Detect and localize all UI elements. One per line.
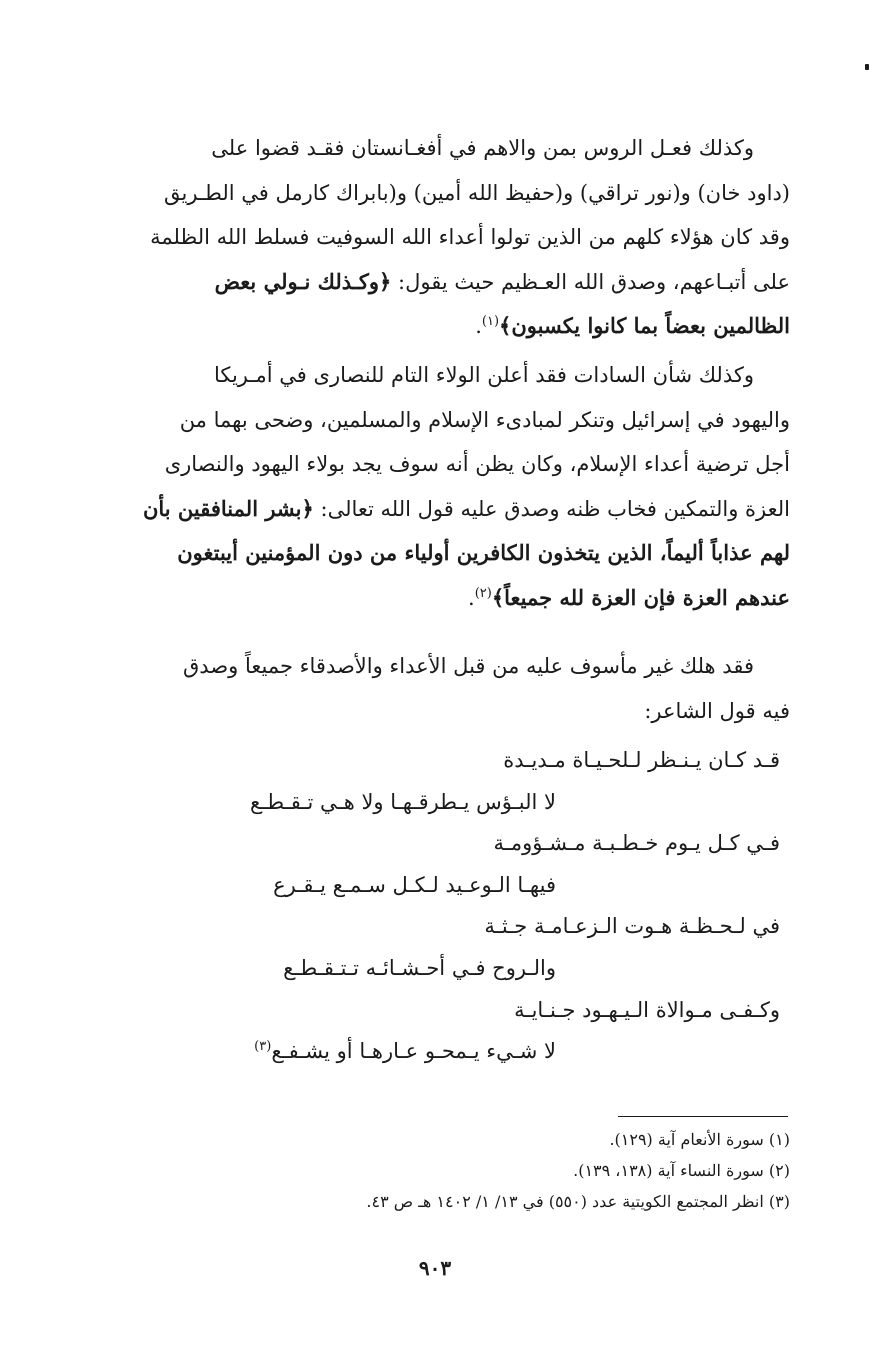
quran-quote: عندهم العزة فإن العزة لله جميعاً﴾: [491, 584, 790, 610]
poem-hemistich: [140, 906, 780, 948]
poem-hemistich: [140, 823, 780, 865]
text-segment: .: [468, 585, 475, 610]
text-line: [100, 398, 790, 443]
poem-text: والـروح فـي أحـشـائـه تـتـقـطـع: [283, 955, 556, 980]
poem-text: قـد كـان يـنـظر لـلحـيـاة مـديـدة: [503, 748, 780, 772]
poem-text: فـي كـل يـوم خـطـبـة مـشـؤومـة: [493, 831, 780, 856]
text-segment: العزة والتمكين فخاب ظنه وصدق عليه قول الله تعالى:: [313, 496, 790, 521]
paragraph: [100, 126, 790, 349]
footnote-reference: (١): [481, 314, 500, 329]
paragraph: [100, 353, 790, 620]
text-line: [100, 215, 790, 260]
text-segment: (داود خان) و(نور تراقي) و(حفيظ الله أمين) و(بابراك كارمل في الطـريق: [164, 180, 790, 205]
footnote-reference: (٢): [474, 585, 492, 601]
text-line: [100, 576, 790, 621]
poem-text: وكـفـى مـوالاة الـيـهـود جـنـايـة: [514, 997, 780, 1022]
footnote: (٢) سورة النساء آية (١٣٨، ١٣٩).: [573, 1161, 790, 1180]
text-segment: واليهود في إسرائيل وتنكر لمبادىء الإسلام والمسلمين، وضحى بهما من: [179, 407, 790, 432]
footnote-divider: [618, 1116, 788, 1117]
text-line: [100, 531, 790, 576]
page-number: ٩٠٣: [418, 1256, 452, 1280]
footnote-reference: (٣): [254, 1039, 272, 1055]
text-line: [100, 171, 790, 216]
text-segment: .: [475, 314, 482, 338]
quran-quote: ﴿وكـذلك نـولي بعض: [214, 268, 392, 294]
poem-hemistich: [140, 1031, 780, 1073]
poem-hemistich: [140, 948, 780, 990]
text-line: [100, 260, 790, 305]
text-segment: فيه قول الشاعر:: [644, 698, 790, 723]
scan-mark: [865, 64, 869, 70]
poem-hemistich: [140, 740, 780, 782]
text-line: [100, 442, 790, 487]
footnote: (١) سورة الأنعام آية (١٢٩).: [609, 1130, 790, 1149]
poem-text: لا شـيء يـمحـو عـارهـا أو يشـفـع: [271, 1039, 556, 1064]
text-line: [100, 353, 790, 398]
text-segment: وكذلك فعـل الروس بمن والاهم في أفغـانستان فقـد قضوا على: [211, 136, 754, 160]
text-line: [100, 644, 790, 689]
quran-quote: لهم عذاباً أليماً، الذين يتخذون الكافرين أولياء من دون المؤمنين أيبتغون: [177, 540, 790, 565]
poem: [140, 740, 780, 1073]
poem-hemistich: [140, 782, 780, 824]
poem-text: لا البـؤس يـطرقـهـا ولا هـي تـقـطـع: [250, 789, 556, 814]
text-line: [100, 689, 790, 734]
poem-text: في لـحـظـة هـوت الـزعـامـة جـثـة: [484, 914, 780, 939]
text-segment: وقد كان هؤلاء كلهم من الذين تولوا أعداء الله السوفيت فسلط الله الظلمة: [150, 225, 790, 249]
text-segment: على أتبـاعهم، وصدق الله العـظيم حيث يقول:: [391, 269, 790, 294]
text-line: [100, 304, 790, 349]
footnotes: [240, 1124, 790, 1217]
text-segment: فقد هلك غير مأسوف عليه من قبل الأعداء والأصدقاء جميعاً وصدق: [183, 654, 754, 678]
text-line: [100, 126, 790, 171]
paragraph: [100, 644, 790, 733]
text-segment: وكذلك شأن السادات فقد أعلن الولاء التام للنصارى في أمـريكا: [213, 363, 754, 387]
poem-text: فيهـا الـوعـيد لـكـل سـمـع يـقـرع: [273, 872, 556, 897]
quran-quote: الظالمين بعضاً بما كانوا يكسبون﴾: [499, 313, 790, 338]
poem-hemistich: [140, 990, 780, 1032]
footnote: (٣) انظر المجتمع الكويتية عدد (٥٥٠) في ١٣/ ١/ ١٤٠٢ هـ ص ٤٣.: [366, 1192, 790, 1211]
poem-hemistich: [140, 865, 780, 907]
quran-quote: ﴿بشر المنافقين بأن: [142, 495, 314, 521]
text-segment: أجل ترضية أعداء الإسلام، وكان يظن أنه سوف يجد بولاء اليهود والنصارى: [164, 452, 790, 476]
text-line: [100, 487, 790, 532]
